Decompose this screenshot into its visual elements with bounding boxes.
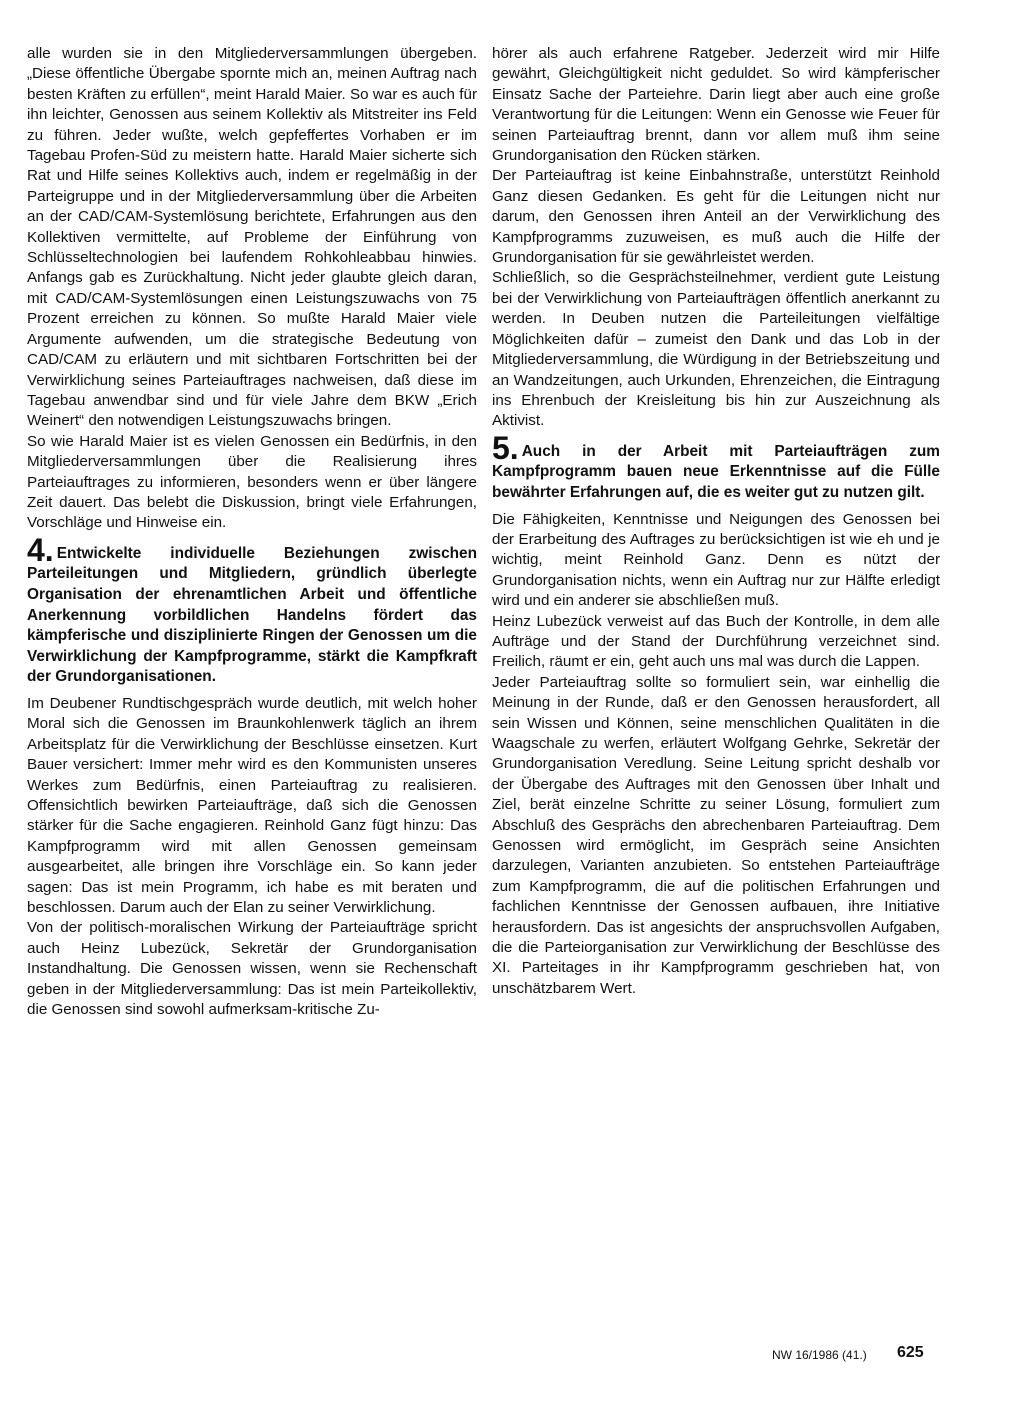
paragraph: Die Fähigkeiten, Kenntnisse und Neigungen des Genossen bei der Erarbeitung des Auftrages zu berücksichtigen ist wie eh und je wichtig, meint Reinhold Ganz. Denn es nützt der Grundorganisation nichts, wenn ein Auftrag nur zur Hälfte erledigt wird und ein anderer sie abschließen muß. <box>492 510 940 610</box>
page-number: 625 <box>897 1344 924 1361</box>
paragraph: hörer als auch erfahrene Ratgeber. Jederzeit wird mir Hilfe gewährt, Gleichgültigkeit nicht geduldet. So wird kämpferischer Einsatz Sache der Parteiehre. Darin liegt aber auch eine große Verantwortung für die Leitungen: Wenn ein Genosse wie Feuer für seinen Parteiauftrag brennt, dann vor allem muß ihm seine Grundorganisation den Rücken stärken. <box>492 45 940 165</box>
paragraph: alle wurden sie in den Mitgliederversammlungen übergeben. „Diese öffentliche Übergabe spornte mich an, meinen Auftrag nach besten Kräften zu erfüllen“, meint Harald Maier. So war es auch für ihn leichter, Genossen aus seinem Kollektiv als Mitstreiter ins Feld zu führen. Jeder wußte, welch gepfeffertes Vorhaben er im Tagebau Profen-Süd zu meistern hatte. Harald Maier sicherte sich Rat und Hilfe seines Kollektivs auch, indem er regelmäßig in der Parteigruppe und in der Mitgliederversammlung über die Arbeiten an der CAD/CAM-Systemlösung berichtete, Erfahrungen aus den Kollektiven vermittelte, auf Probleme der Einführung von Schlüsseltechnologien bei laufendem Rohkohleabbau hinwies. Anfangs gab es Zurückhaltung. Nicht jeder glaubte gleich daran, mit CAD/CAM-Systemlösungen einen Leistungszuwachs von 75 Prozent erreichen zu können. So mußte Harald Maier viele Argumente aufwenden, um die strategische Bedeutung von CAD/CAM zu erläutern und mit sichtbaren Fortschritten bei der Verwirklichung seines Parteiauftrages nachweisen, daß diese im Tagebau anwendbar sind und für viele Jahre dem BKW „Erich Weinert“ den notwendigen Leistungszuwachs bringen. <box>27 45 477 430</box>
paragraph: Von der politisch-moralischen Wirkung der Parteiaufträge spricht auch Heinz Lubezück, Sekretär der Grundorganisation Instandhaltung. Die Genossen wissen, wenn sie Rechenschaft geben in der Mitgliederversammlung: Das ist mein Parteikollektiv, die Genossen sind sowohl aufmerksam-kritische Zu- <box>27 919 477 1018</box>
section-number: 5. <box>492 429 519 466</box>
section-heading-text: Entwickelte individuelle Beziehungen zwischen Parteileitungen und Mitgliedern, gründlich überlegte Organisation der ehrenamtlichen Arbeit und öffentliche Anerkennung vorbildlichen Handelns fördert das kämpferische und disziplinierte Ringen der Genossen um die Verwirklichung der Kampfprogramme, stärkt die Kampfkraft der Grundorganisationen. <box>27 544 477 686</box>
paragraph: Im Deubener Rundtischgespräch wurde deutlich, mit welch hoher Moral sich die Genossen im Braunkohlenwerk täglich an ihrem Arbeitsplatz für die Verwirklichung der Beschlüsse einsetzen. Kurt Bauer versichert: Immer mehr wird es den Kommunisten unseres Werkes zum Bedürfnis, einen Parteiauftrag zu realisieren. Offensichtlich bewirken Parteiaufträge, daß sich die Genossen stärker für die Sache engagieren. Reinhold Ganz fügt hinzu: Das Kampfprogramm wird mit allen Genossen gemeinsam ausgearbeitet, alle bringen ihre Vorschläge ein. So kann jeder sagen: Das ist mein Programm, ich habe es mit beraten und beschlossen. Darum auch der Elan zu seiner Verwirklichung. <box>27 694 477 916</box>
section-heading-4 <box>27 531 477 688</box>
section-number: 4. <box>27 531 54 568</box>
issue-reference: NW 16/1986 (41.) <box>772 1348 867 1362</box>
paragraph: So wie Harald Maier ist es vielen Genossen ein Bedürfnis, in den Mitgliederversammlungen über die Realisierung ihres Parteiauftrages zu informieren, besonders wenn er über längere Zeit dauert. Das belebt die Diskussion, bringt viele Erfahrungen, Vorschläge und Hinweise ein. <box>27 432 477 532</box>
section-heading-text: Auch in der Arbeit mit Parteiaufträgen zum Kampfprogramm bauen neue Erkenntnisse auf die Fülle bewährter Erfahrungen auf, die es weiter gut zu nutzen gilt. <box>492 442 940 501</box>
paragraph: Schließlich, so die Gesprächsteilnehmer, verdient gute Leistung bei der Verwirklichung von Parteiaufträgen öffentlich anerkannt zu werden. In Deuben nutzen die Parteileitungen vielfältige Möglichkeiten dafür – zumeist den Dank und das Lob in der Mitgliederversammlung, die Würdigung in der Betriebszeitung und an Wandzeitungen, auch Urkunden, Ehrenzeichen, die Eintragung ins Ehrenbuch der Kreisleitung bis hin zur Auszeichnung als Aktivist. <box>492 269 940 430</box>
left-column <box>27 44 477 1020</box>
paragraph: Heinz Lubezück verweist auf das Buch der Kontrolle, in dem alle Aufträge und der Stand der Durchführung verzeichnet sind. Freilich, räumt er ein, geht auch uns mal was durch die Lappen. <box>492 612 940 671</box>
paragraph: Der Parteiauftrag ist keine Einbahnstraße, unterstützt Reinhold Ganz diesen Gedanken. Es geht für die Leitungen nicht nur darum, den Genossen ihren Anteil an der Verwirklichung des Kampfprogramms zuzuweisen, es muß auch die Hilfe der Grundorganisation für sie gewährleistet werden. <box>492 167 940 267</box>
section-heading-5 <box>492 429 940 504</box>
right-column <box>492 44 940 999</box>
paragraph: Jeder Parteiauftrag sollte so formuliert sein, war einhellig die Meinung in der Runde, daß er den Genossen herausfordert, all sein Wissen und Können, seine menschlichen Qualitäten in die Waagschale zu werfen, erläutert Wolfgang Gehrke, Sekretär der Grundorganisation Veredlung. Seine Leitung spricht deshalb vor der Übergabe des Auftrages mit den Genossen über Inhalt und Ziel, berät einzelne Schritte zu seiner Lösung, formuliert zum Abschluß des Gesprächs den abrechenbaren Parteiauftrag. Dem Genossen wird ermöglicht, im Gespräch seine Ansichten darzulegen, Varianten anzubieten. So entstehen Parteiaufträge zum Kampfprogramm, die auf die politischen Erfahrungen und fachlichen Kenntnisse der Genossen aufbauen, ihre Initiative herausfordern. Das ist angesichts der anspruchsvollen Aufgaben, die die Parteiorganisation zur Verwirklichung der Beschlüsse des XI. Parteitages in ihr Kampfprogramm geschrieben hat, von unschätzbarem Wert. <box>492 673 940 997</box>
